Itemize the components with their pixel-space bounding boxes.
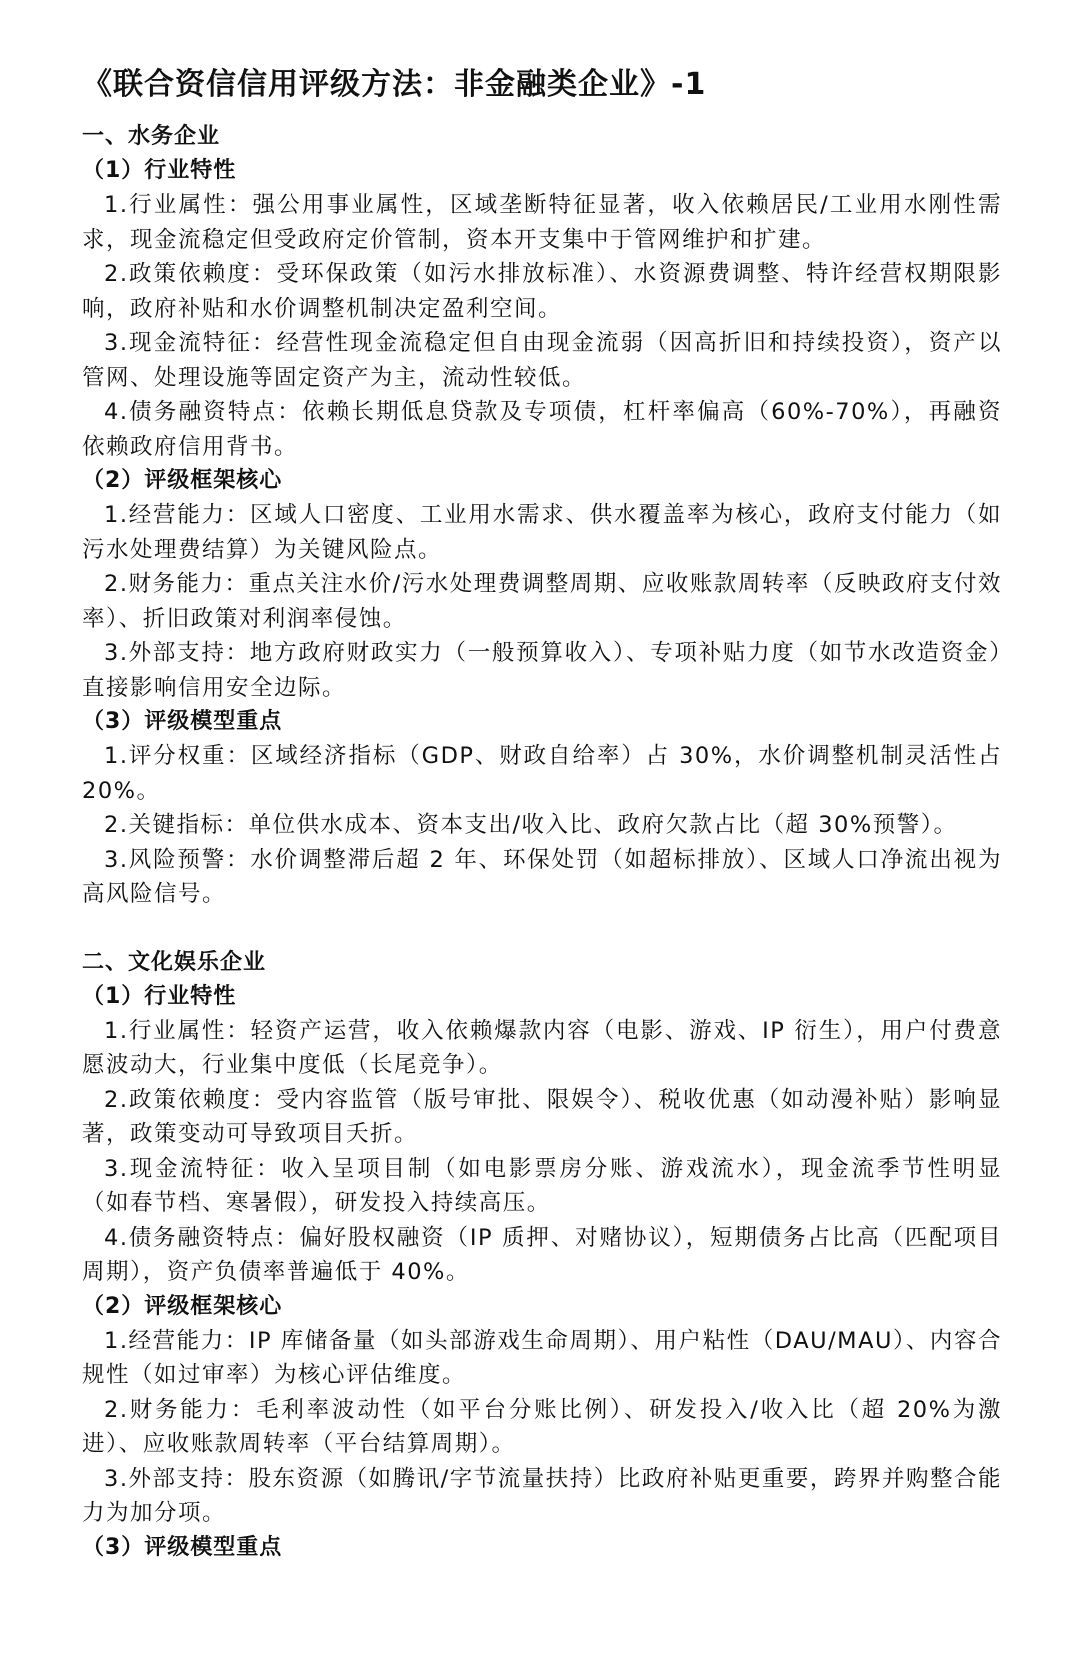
subsection-heading: （1）行业特性	[82, 983, 237, 1009]
paragraph: 2.财务能力：毛利率波动性（如平台分账比例）、研发投入/收入比（超 20%为激进）、应收账款周转率（平台结算周期）。	[82, 1396, 1002, 1457]
paragraph: 1.行业属性：强公用事业属性，区域垄断特征显著，收入依赖居民/工业用水刚性需求，现金流稳定但受政府定价管制，资本开支集中于管网维护和扩建。	[82, 192, 1002, 253]
document-page	[82, 60, 1002, 1565]
section-culture-entertainment	[82, 946, 1002, 1565]
paragraph: 1.经营能力：IP 库储备量（如头部游戏生命周期）、用户粘性（DAU/MAU）、内容合规性（如过审率）为核心评估维度。	[82, 1327, 1002, 1388]
paragraph: 1.经营能力：区域人口密度、工业用水需求、供水覆盖率为核心，政府支付能力（如污水处理费结算）为关键风险点。	[82, 502, 1002, 563]
subsection-heading: （2）评级框架核心	[82, 468, 283, 493]
section-water-utilities	[82, 120, 1002, 912]
paragraph: 3.外部支持：地方政府财政实力（一般预算收入）、专项补贴力度（如节水改造资金）直接影响信用安全边际。	[82, 640, 1002, 701]
paragraph: 3.外部支持：股东资源（如腾讯/字节流量扶持）比政府补贴更重要，跨界并购整合能力为加分项。	[82, 1465, 1002, 1526]
paragraph: 2.财务能力：重点关注水价/污水处理费调整周期、应收账款周转率（反映政府支付效率）、折旧政策对利润率侵蚀。	[82, 571, 1002, 632]
subsection-heading: （2）评级框架核心	[82, 1293, 283, 1319]
subsection-heading: （3）评级模型重点	[82, 1534, 283, 1560]
paragraph: 1.行业属性：轻资产运营，收入依赖爆款内容（电影、游戏、IP 衍生），用户付费意愿波动大，行业集中度低（长尾竞争）。	[82, 1017, 1002, 1078]
paragraph: 3.现金流特征：经营性现金流稳定但自由现金流弱（因高折旧和持续投资），资产以管网、处理设施等固定资产为主，流动性较低。	[82, 330, 1002, 391]
document-title: 《联合资信信用评级方法：非金融类企业》-1	[82, 67, 707, 102]
paragraph: 1.评分权重：区域经济指标（GDP、财政自给率）占 30%，水价调整机制灵活性占 20%。	[82, 743, 1002, 804]
subsection-heading: （1）行业特性	[82, 158, 237, 183]
paragraph: 4.债务融资特点：偏好股权融资（IP 质押、对赌协议），短期债务占比高（匹配项目周期），资产负债率普遍低于 40%。	[82, 1224, 1002, 1285]
section-heading: 二、文化娱乐企业	[82, 949, 267, 975]
section-heading: 一、水务企业	[82, 124, 221, 149]
paragraph: 2.政策依赖度：受环保政策（如污水排放标准）、水资源费调整、特许经营权期限影响，政府补贴和水价调整机制决定盈利空间。	[82, 261, 1002, 322]
paragraph: 2.政策依赖度：受内容监管（版号审批、限娱令）、税收优惠（如动漫补贴）影响显著，政策变动可导致项目夭折。	[82, 1086, 1002, 1147]
paragraph: 3.现金流特征：收入呈项目制（如电影票房分账、游戏流水），现金流季节性明显（如春节档、寒暑假），研发投入持续高压。	[82, 1155, 1002, 1216]
paragraph: 3.风险预警：水价调整滞后超 2 年、环保处罚（如超标排放）、区域人口净流出视为高风险信号。	[82, 846, 1002, 907]
paragraph: 2.关键指标：单位供水成本、资本支出/收入比、政府欠款占比（超 30%预警）。	[104, 812, 958, 838]
section-spacer	[82, 912, 1002, 946]
paragraph: 4.债务融资特点：依赖长期低息贷款及专项债，杠杆率偏高（60%-70%），再融资依赖政府信用背书。	[82, 399, 1002, 460]
subsection-heading: （3）评级模型重点	[82, 709, 283, 734]
